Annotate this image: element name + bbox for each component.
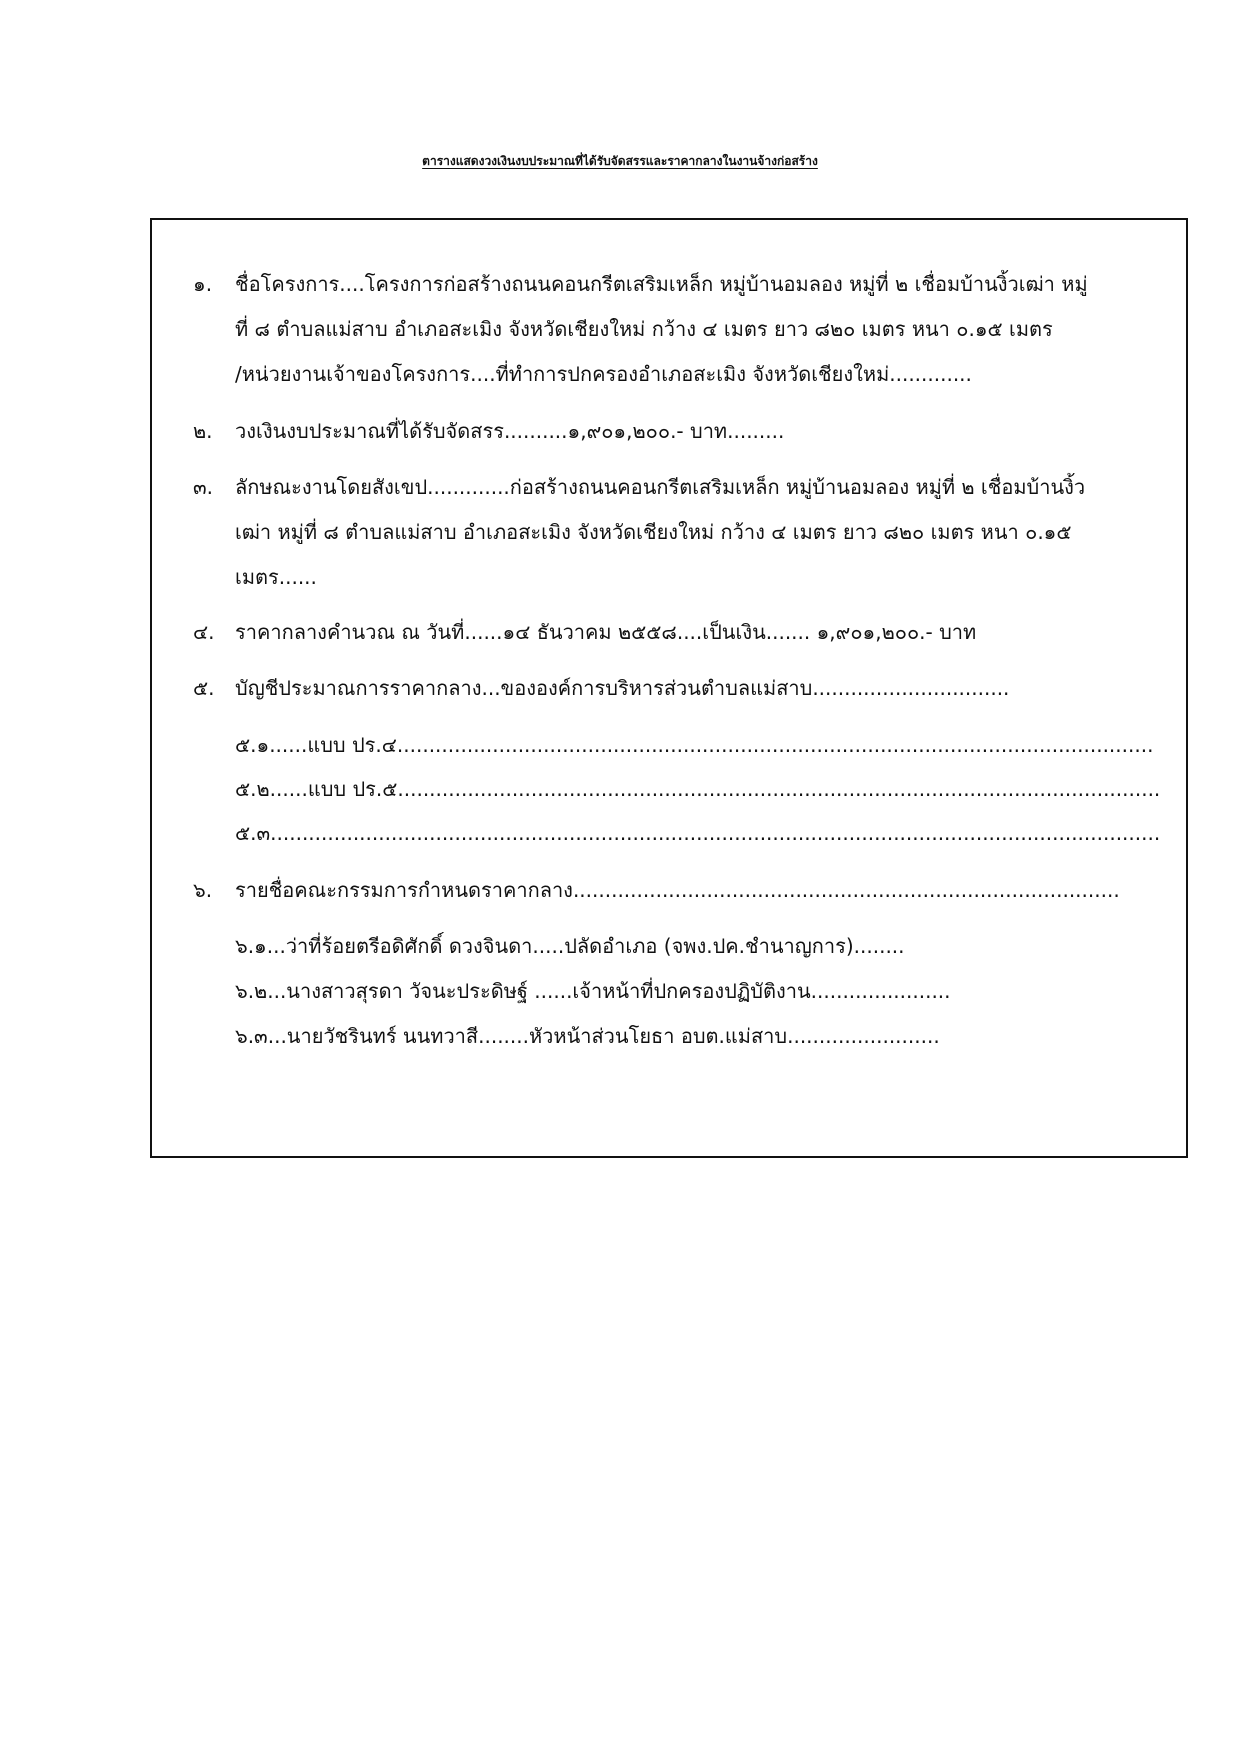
item-number: ๓. <box>193 475 214 499</box>
budget-line: วงเงินงบประมาณที่ได้รับจัดสรร..........๑,๙๐๑,๒๐๐.- บาท......... <box>235 419 785 443</box>
work-description-line-2: เฒ่า หมู่ที่ ๘ ตำบลแม่สาบ อำเภอสะเมิง จังหวัดเชียงใหม่ กว้าง ๔ เมตร ยาว ๘๒๐ เมตร หนา ๐.๑๕ <box>235 520 1072 544</box>
median-price-line: ราคากลางคำนวณ ณ วันที่......๑๔ ธันวาคม ๒๕๕๘....เป็นเงิน....... ๑,๙๐๑,๒๐๐.- บาท <box>235 620 977 644</box>
committee-member-3: ๖.๓...นายวัชรินทร์ นนทวาสี........หัวหน้าส่วนโยธา อบต.แม่สาบ........................ <box>235 1024 940 1048</box>
item-number: ๖. <box>193 878 213 902</box>
document-title: ตารางแสดงวงเงินงบประมาณที่ได้รับจัดสรรและราคากลางในงานจ้างก่อสร้าง <box>422 154 818 168</box>
work-description-line-3: เมตร...... <box>235 565 317 589</box>
project-name-line-2: ที่ ๘ ตำบลแม่สาบ อำเภอสะเมิง จังหวัดเชียงใหม่ กว้าง ๔ เมตร ยาว ๘๒๐ เมตร หนา ๐.๑๕ เมตร <box>235 317 1053 341</box>
item-number: ๑. <box>193 272 213 296</box>
committee-line: รายชื่อคณะกรรมการกำหนดราคากลาง...................................................................................... <box>235 878 1120 902</box>
subitem-5-3: ๕.๓............................................................................................................................................ <box>235 821 1161 845</box>
item-number: ๔. <box>193 620 215 644</box>
subitem-5-2: ๕.๒......แบบ ปร.๕........................................................................................................................ <box>235 777 1161 801</box>
item-number: ๕. <box>193 676 215 700</box>
estimate-list-line: บัญชีประมาณการราคากลาง...ขององค์การบริหารส่วนตำบลแม่สาบ............................... <box>235 676 1010 700</box>
project-name-line-1: ชื่อโครงการ....โครงการก่อสร้างถนนคอนกรีตเสริมเหล็ก หมู่บ้านอมลอง หมู่ที่ ๒ เชื่อมบ้านงิ้วเฒ่า หมู่ <box>235 272 1088 296</box>
committee-member-1: ๖.๑...ว่าที่ร้อยตรีอดิศักดิ์ ดวงจินดา.....ปลัดอำเภอ (จพง.ปค.ชำนาญการ)........ <box>235 934 905 958</box>
project-owner-line: /หน่วยงานเจ้าของโครงการ....ที่ทำการปกครองอำเภอสะเมิง จังหวัดเชียงใหม่............. <box>235 362 972 386</box>
subitem-5-1: ๕.๑......แบบ ปร.๔....................................................................................................................... <box>235 733 1154 757</box>
committee-member-2: ๖.๒...นางสาวสุรดา วัจนะประดิษฐ์ ......เจ้าหน้าที่ปกครองปฏิบัติงาน...................... <box>235 979 951 1003</box>
work-description-line-1: ลักษณะงานโดยสังเขป.............ก่อสร้างถนนคอนกรีตเสริมเหล็ก หมู่บ้านอมลอง หมู่ที่ ๒ เชื่อมบ้านงิ้ว <box>235 475 1086 499</box>
item-number: ๒. <box>193 419 213 443</box>
